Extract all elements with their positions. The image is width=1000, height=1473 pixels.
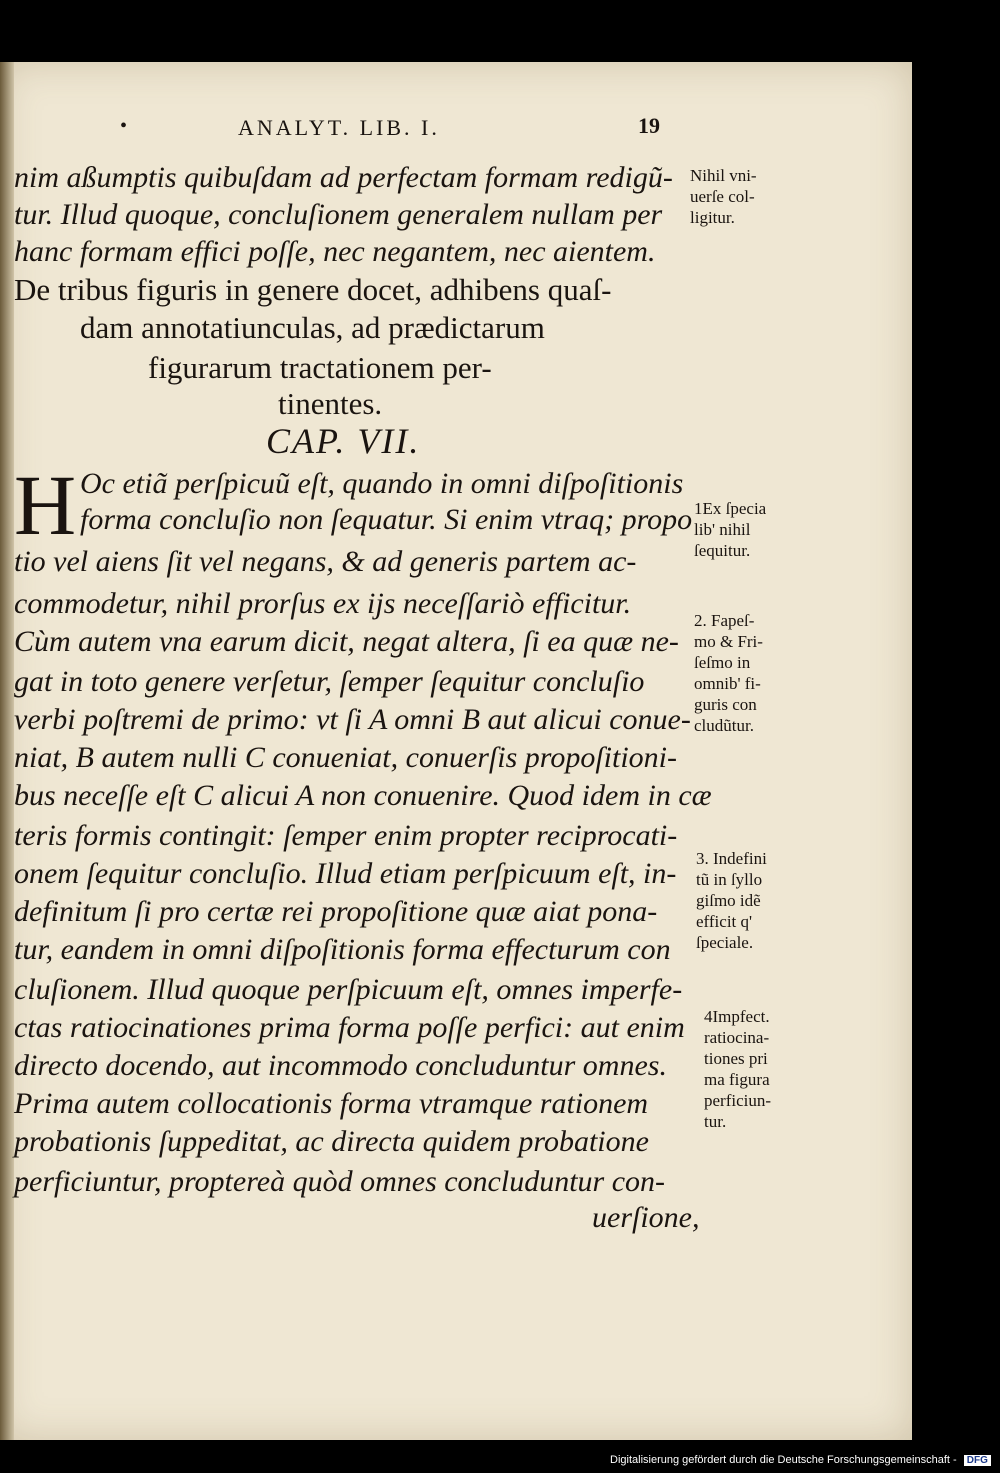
text-line: ctas ratiocinationes prima forma poſſe perfici: aut enim: [14, 1011, 685, 1044]
chapter-summary-line: tinentes.: [278, 386, 383, 421]
header-ornament: •: [120, 115, 128, 137]
chapter-summary-line: dam annotatiunculas, ad prædictarum: [80, 310, 545, 345]
text-line: tur, eandem in omni diſpoſitionis forma effecturum con: [14, 933, 671, 966]
text-line: tio vel aiens ſit vel negans, & ad generis partem ac-: [14, 545, 637, 578]
running-title: ANALYT. LIB. I.: [238, 115, 440, 140]
text-line: tur. Illud quoque, concluſionem generalem nullam per: [14, 198, 663, 231]
running-header: [0, 115, 912, 145]
funding-credit-text: Digitalisierung gefördert durch die Deutsche Forschungsgemeinschaft -: [610, 1454, 957, 1466]
chapter-summary-line: figurarum tractationem per-: [148, 350, 492, 385]
page-edge-shadow: [0, 62, 14, 1440]
margin-note: 1Ex ſpecia lib' nihil ſequitur.: [694, 499, 767, 560]
text-line: Cùm autem vna earum dicit, negat altera, ſi ea quæ ne-: [14, 625, 679, 658]
text-line: nim aßumptis quibuſdam ad perfectam formam redigũ-: [14, 161, 673, 194]
text-line: hanc formam effici poſſe, nec negantem, nec aientem.: [14, 235, 656, 268]
text-line: cluſionem. Illud quoque perſpicuum eſt, omnes imperfe-: [14, 973, 683, 1006]
margin-note: 3. Indefini tũ in ſyllo giſmo idẽ efficit q' ſpeciale.: [696, 849, 767, 952]
text-line: verbi poſtremi de primo: vt ſi A omni B aut alicui conue-: [14, 703, 691, 736]
margin-note: 4Impfect. ratiocina- tiones pri ma figura perficiun- tur.: [704, 1007, 772, 1131]
chapter-heading: CAP. VII.: [266, 421, 421, 461]
text-line: teris formis contingit: ſemper enim propter reciprocati-: [14, 819, 678, 852]
text-line: forma concluſio non ſequatur. Si enim vtraq; propo: [80, 503, 693, 536]
text-line: commodetur, nihil prorſus ex ijs neceſſariò efficitur.: [14, 587, 632, 620]
funding-credit: [610, 1454, 991, 1466]
text-line: onem ſequitur concluſio. Illud etiam perſpicuum eſt, in-: [14, 857, 677, 890]
dfg-logo-icon: DFG: [964, 1455, 991, 1466]
chapter-summary-line: De tribus figuris in genere docet, adhibens quaſ-: [14, 272, 612, 307]
text-line: bus neceſſe eſt C alicui A non conuenire. Quod idem in cæ: [14, 779, 712, 812]
margin-note: Nihil vni- uerſe col- ligitur.: [690, 166, 757, 227]
page-number: 19: [638, 113, 660, 138]
text-line: Prima autem collocationis forma vtramque rationem: [14, 1087, 649, 1120]
text-line: gat in toto genere verſetur, ſemper ſequitur concluſio: [14, 665, 645, 698]
text-line: probationis ſuppeditat, ac directa quidem probatione: [14, 1125, 649, 1158]
margin-note: 2. Fapeſ- mo & Fri- ſeſmo in omnib' fi- guris con cludũtur.: [694, 611, 763, 735]
text-line: perficiuntur, proptereà quòd omnes concluduntur con-: [14, 1165, 666, 1198]
catchword: uerſione,: [592, 1201, 700, 1234]
text-line: Oc etiã perſpicuũ eſt, quando in omni diſpoſitionis: [80, 467, 684, 500]
text-line: niat, B autem nulli C conueniat, conuerſis propoſitioni-: [14, 741, 678, 774]
drop-cap-initial: H: [14, 457, 77, 553]
text-line: definitum ſi pro certæ rei propoſitione quæ aiat pona-: [14, 895, 658, 928]
text-line: directo docendo, aut incommodo concluduntur omnes.: [14, 1049, 667, 1082]
